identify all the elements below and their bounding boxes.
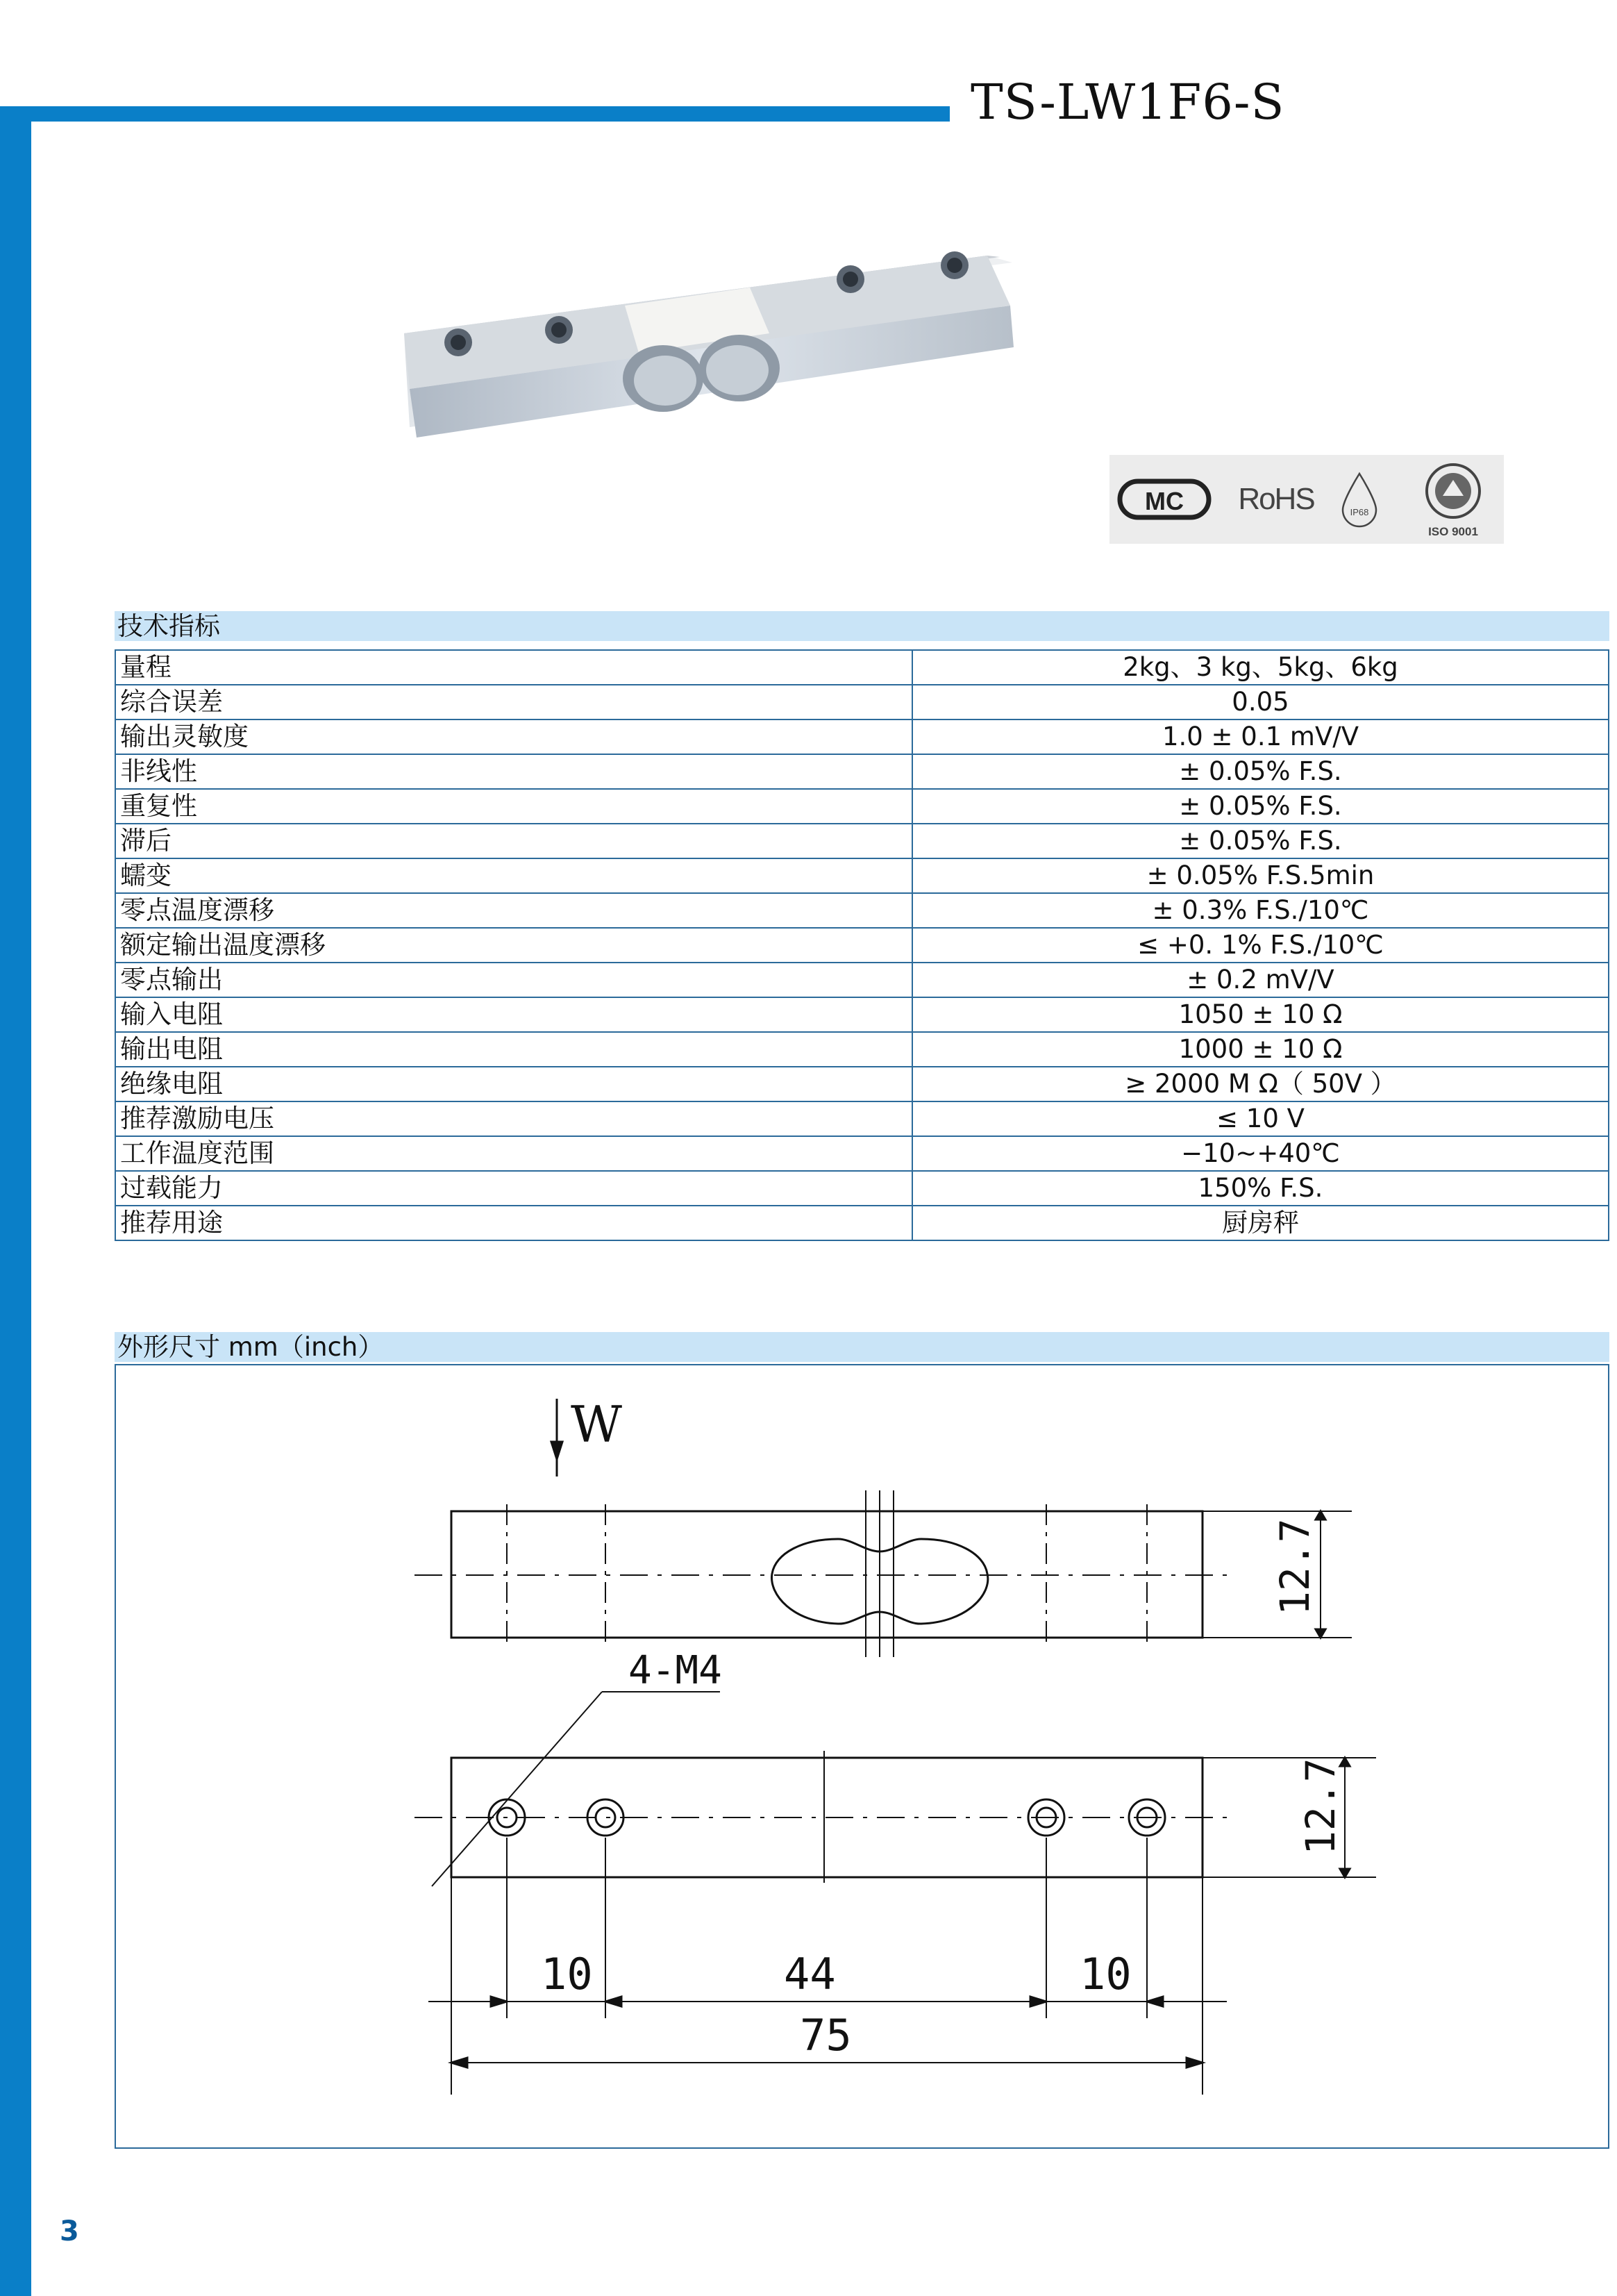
left-accent-bar xyxy=(0,106,31,2296)
spec-row xyxy=(115,1171,1609,1206)
spec-value: ± 0.05% F.S. xyxy=(912,824,1609,858)
spec-name: 额定输出温度漂移 xyxy=(115,928,912,963)
spec-name: 输出灵敏度 xyxy=(115,719,912,754)
spec-name: 推荐用途 xyxy=(115,1206,912,1240)
top-view-height-label: 12.7 xyxy=(1271,1518,1318,1615)
header-accent-bar xyxy=(0,106,950,122)
spec-row xyxy=(115,824,1609,858)
iso9001-logo-text: ISO 9001 xyxy=(1428,525,1478,538)
spec-value: 1050 ± 10 Ω xyxy=(912,997,1609,1032)
spec-row xyxy=(115,1101,1609,1136)
spec-table xyxy=(115,649,1609,1241)
dim-left-label: 10 xyxy=(541,1949,593,1999)
dim-total-label: 75 xyxy=(800,2010,852,2061)
spec-name: 重复性 xyxy=(115,789,912,824)
spec-row xyxy=(115,928,1609,963)
hole-leader-line xyxy=(432,1692,602,1886)
spec-row xyxy=(115,1206,1609,1240)
spec-name: 工作温度范围 xyxy=(115,1136,912,1171)
spec-name: 综合误差 xyxy=(115,685,912,719)
spec-name: 输入电阻 xyxy=(115,997,912,1032)
spec-value: 厨房秤 xyxy=(912,1206,1609,1240)
spec-row xyxy=(115,719,1609,754)
hole-spec-label: 4-M4 xyxy=(628,1648,722,1693)
spec-row xyxy=(115,858,1609,893)
side-view-height-label: 12.7 xyxy=(1297,1758,1344,1855)
spec-row xyxy=(115,893,1609,928)
spec-name: 量程 xyxy=(115,650,912,685)
spec-value: ± 0.05% F.S. xyxy=(912,789,1609,824)
rohs-logo xyxy=(1238,455,1314,544)
spec-row xyxy=(115,789,1609,824)
dim-right-label: 10 xyxy=(1080,1949,1132,1999)
dimension-drawing xyxy=(116,1365,1608,2147)
spec-row xyxy=(115,1067,1609,1101)
spec-name: 输出电阻 xyxy=(115,1032,912,1067)
cmc-logo-text: MC xyxy=(1144,487,1184,515)
page-number: 3 xyxy=(60,2215,79,2247)
spec-value: ± 0.05% F.S.5min xyxy=(912,858,1609,893)
cmc-logo xyxy=(1114,455,1214,544)
spec-value: ± 0.05% F.S. xyxy=(912,754,1609,789)
spec-name: 零点输出 xyxy=(115,963,912,997)
spec-name: 推荐激励电压 xyxy=(115,1101,912,1136)
spec-value: ≤ +0. 1% F.S./10℃ xyxy=(912,928,1609,963)
spec-row xyxy=(115,685,1609,719)
dimensions-section-title: 外形尺寸 mm（inch） xyxy=(115,1332,1609,1362)
model-title: TS-LW1F6-S xyxy=(971,74,1285,131)
certification-panel xyxy=(1109,455,1504,544)
ip68-logo xyxy=(1332,455,1387,544)
spec-name: 滞后 xyxy=(115,824,912,858)
spec-name: 绝缘电阻 xyxy=(115,1067,912,1101)
rohs-logo-text: RoHS xyxy=(1238,482,1314,516)
spec-name: 过载能力 xyxy=(115,1171,912,1206)
spec-value: 0.05 xyxy=(912,685,1609,719)
spec-row xyxy=(115,997,1609,1032)
spec-value: ≤ 10 V xyxy=(912,1101,1609,1136)
spec-row xyxy=(115,1136,1609,1171)
spec-value: ≥ 2000 M Ω（ 50V ） xyxy=(912,1067,1609,1101)
spec-row xyxy=(115,963,1609,997)
dim-middle-label: 44 xyxy=(784,1949,836,1999)
spec-value: 1.0 ± 0.1 mV/V xyxy=(912,719,1609,754)
spec-row xyxy=(115,754,1609,789)
spec-value: 2kg、3 kg、5kg、6kg xyxy=(912,650,1609,685)
ip68-logo-text: IP68 xyxy=(1350,507,1369,517)
load-label: W xyxy=(571,1395,623,1454)
spec-value: ± 0.2 mV/V xyxy=(912,963,1609,997)
iso9001-logo xyxy=(1415,455,1491,544)
specs-section-title: 技术指标 xyxy=(115,611,1609,641)
spec-value: ± 0.3% F.S./10℃ xyxy=(912,893,1609,928)
dimension-drawing-frame xyxy=(115,1364,1609,2149)
product-photo xyxy=(389,229,1048,493)
load-arrow-head xyxy=(551,1442,562,1459)
spec-name: 零点温度漂移 xyxy=(115,893,912,928)
spec-value: −10~+40℃ xyxy=(912,1136,1609,1171)
spec-name: 非线性 xyxy=(115,754,912,789)
spec-value: 150% F.S. xyxy=(912,1171,1609,1206)
spec-value: 1000 ± 10 Ω xyxy=(912,1032,1609,1067)
spec-name: 蠕变 xyxy=(115,858,912,893)
spec-row xyxy=(115,650,1609,685)
spec-row xyxy=(115,1032,1609,1067)
